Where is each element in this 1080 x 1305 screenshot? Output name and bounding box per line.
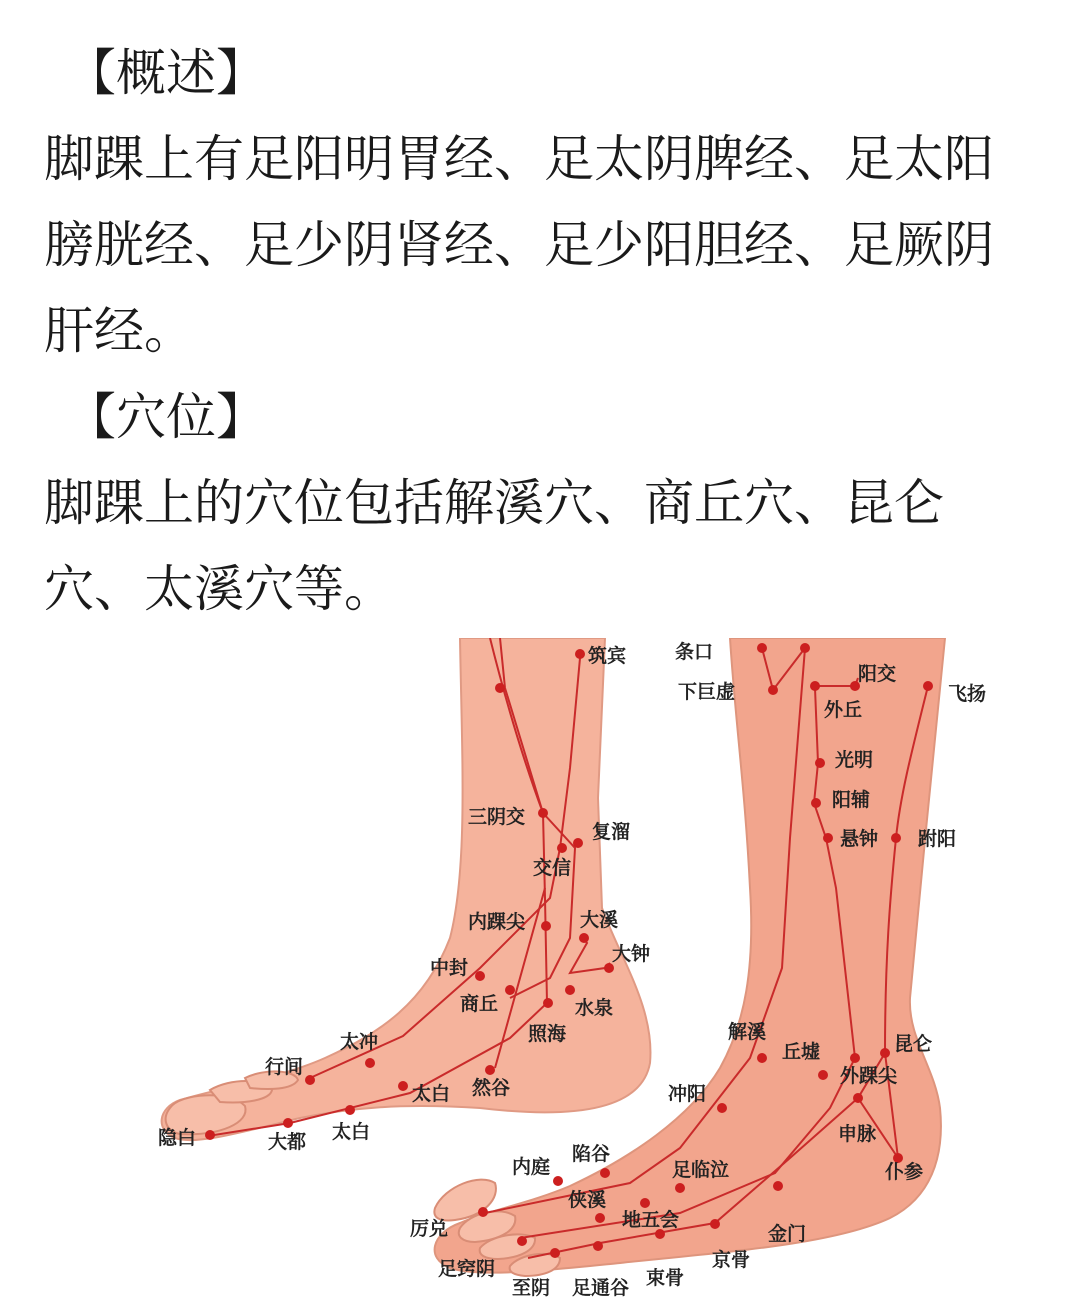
- point-taibai-upper: [398, 1081, 408, 1091]
- label-neiting: 内庭: [512, 1156, 551, 1178]
- label-xiaxi: 侠溪: [568, 1189, 607, 1211]
- acupoints-line-1: 脚踝上的穴位包括解溪穴、商丘穴、昆仑: [44, 474, 944, 532]
- point-waihuaijian: [850, 1053, 860, 1063]
- label-sanyinjiao: 三阴交: [468, 806, 526, 828]
- label-zhiyin: 至阴: [512, 1277, 551, 1299]
- label-zhubin: 筑宾: [588, 645, 627, 667]
- point-sanyinjiao: [538, 808, 548, 818]
- point-yinbai: [205, 1130, 215, 1140]
- point-yangfu: [811, 798, 821, 808]
- label-taichong: 太冲: [340, 1031, 379, 1053]
- label-pucan: 仆参: [885, 1161, 924, 1183]
- label-zutonggu: 足通谷: [572, 1277, 630, 1299]
- point-taibai-lower: [345, 1105, 355, 1115]
- point-xiaxi: [595, 1213, 605, 1223]
- point-neiting: [553, 1176, 563, 1186]
- point-zulinqi: [675, 1183, 685, 1193]
- label-rangu: 然谷: [472, 1077, 511, 1099]
- point-waiqiu: [810, 681, 820, 691]
- label-yinbai: 隐白: [158, 1127, 197, 1149]
- point-dadu: [283, 1118, 293, 1128]
- label-zhaohai: 照海: [528, 1023, 567, 1045]
- point-xuanzhong: [823, 833, 833, 843]
- point-shuiquan: [565, 985, 575, 995]
- label-xuanzhong: 悬钟: [840, 828, 879, 850]
- point-guangming: [815, 758, 825, 768]
- label-waiqiu: 外丘: [824, 699, 863, 721]
- point-upper-a: [495, 683, 505, 693]
- acupoints-heading: 【穴位】: [66, 388, 266, 446]
- label-xiangu: 陷谷: [572, 1143, 611, 1165]
- label-fuliu: 复溜: [592, 821, 631, 843]
- overview-line-1: 脚踝上有足阳明胃经、足太阴脾经、足太阳: [44, 130, 994, 188]
- label-shangqiu: 商丘: [460, 993, 499, 1015]
- label-yangjiao: 阳交: [858, 663, 897, 685]
- point-zhaohai: [543, 998, 553, 1008]
- label-jinmen: 金门: [768, 1223, 807, 1245]
- label-jinggu: 京骨: [712, 1249, 751, 1271]
- point-tiaokou: [757, 643, 767, 653]
- point-jiexi: [757, 1053, 767, 1063]
- label-xingjian: 行间: [265, 1056, 304, 1078]
- label-zhongfeng: 中封: [430, 957, 469, 979]
- point-feiyang: [923, 681, 933, 691]
- label-zuqiaoyin: 足窍阴: [438, 1258, 496, 1280]
- label-qiuxu: 丘墟: [782, 1041, 821, 1063]
- label-zulinqi: 足临泣: [672, 1159, 730, 1181]
- label-dadu: 大都: [268, 1131, 307, 1153]
- point-diwuhui: [640, 1198, 650, 1208]
- label-lidui: 厉兑: [410, 1218, 449, 1240]
- label-neihuaijian: 内踝尖: [468, 911, 526, 933]
- label-diwuhui: 地五会: [622, 1209, 680, 1231]
- label-feiyang: 飞扬: [948, 683, 987, 705]
- point-taichong: [365, 1058, 375, 1068]
- label-waihuaijian: 外踝尖: [840, 1065, 898, 1087]
- point-fuyang: [891, 833, 901, 843]
- label-tiaokou: 条口: [675, 641, 714, 663]
- label-dazhong: 大钟: [612, 943, 651, 965]
- label-fuyang: 跗阳: [918, 828, 957, 850]
- label-chongyang: 冲阳: [668, 1083, 707, 1105]
- medial-foot: [158, 638, 650, 1153]
- label-taibai-upper: 太白: [412, 1083, 451, 1105]
- article-text: [44, 30, 1054, 632]
- label-guangming: 光明: [835, 749, 874, 771]
- label-shugu: 束骨: [646, 1267, 685, 1289]
- overview-line-2: 膀胱经、足少阴肾经、足少阳胆经、足厥阴: [44, 216, 994, 274]
- point-kunlun: [880, 1048, 890, 1058]
- overview-line-3: 肝经。: [44, 302, 194, 360]
- point-shenmai: [853, 1093, 863, 1103]
- point-chongyang: [717, 1103, 727, 1113]
- point-rangu: [485, 1065, 495, 1075]
- foot-acupoint-illustration: [150, 638, 1010, 1305]
- point-xiangu: [600, 1168, 610, 1178]
- point-xiajuxu: [768, 685, 778, 695]
- point-jinmen: [773, 1181, 783, 1191]
- acupoints-line-2: 穴、太溪穴等。: [44, 560, 394, 618]
- point-upper-b: [800, 643, 810, 653]
- point-lidui: [478, 1207, 488, 1217]
- label-xiajuxu: 下巨虚: [678, 681, 736, 703]
- point-fuliu: [573, 838, 583, 848]
- label-jiexi: 解溪: [728, 1021, 767, 1043]
- medial-foot-shape: [162, 638, 651, 1140]
- label-taibai-lower: 太白: [332, 1121, 371, 1143]
- label-yangfu: 阳辅: [832, 789, 871, 811]
- point-zhongfeng: [475, 971, 485, 981]
- label-kunlun: 昆仑: [894, 1033, 933, 1055]
- point-zhiyin: [550, 1248, 560, 1258]
- point-shangqiu: [505, 985, 515, 995]
- point-xingjian: [305, 1075, 315, 1085]
- foot-acupoint-diagram: [150, 638, 1010, 1305]
- point-zuqiaoyin: [517, 1236, 527, 1246]
- label-jiaoxin: 交信: [533, 857, 572, 879]
- label-shenmai: 申脉: [838, 1123, 877, 1145]
- point-jiaoxin: [557, 843, 567, 853]
- label-shuiquan: 水泉: [575, 997, 614, 1019]
- point-taixi: [579, 933, 589, 943]
- point-zutonggu: [593, 1241, 603, 1251]
- overview-heading: 【概述】: [66, 44, 266, 102]
- point-qiuxu: [818, 1070, 828, 1080]
- point-jinggu: [710, 1219, 720, 1229]
- point-neihuaijian: [541, 921, 551, 931]
- point-zhubin: [575, 649, 585, 659]
- label-taixi: 大溪: [580, 909, 619, 931]
